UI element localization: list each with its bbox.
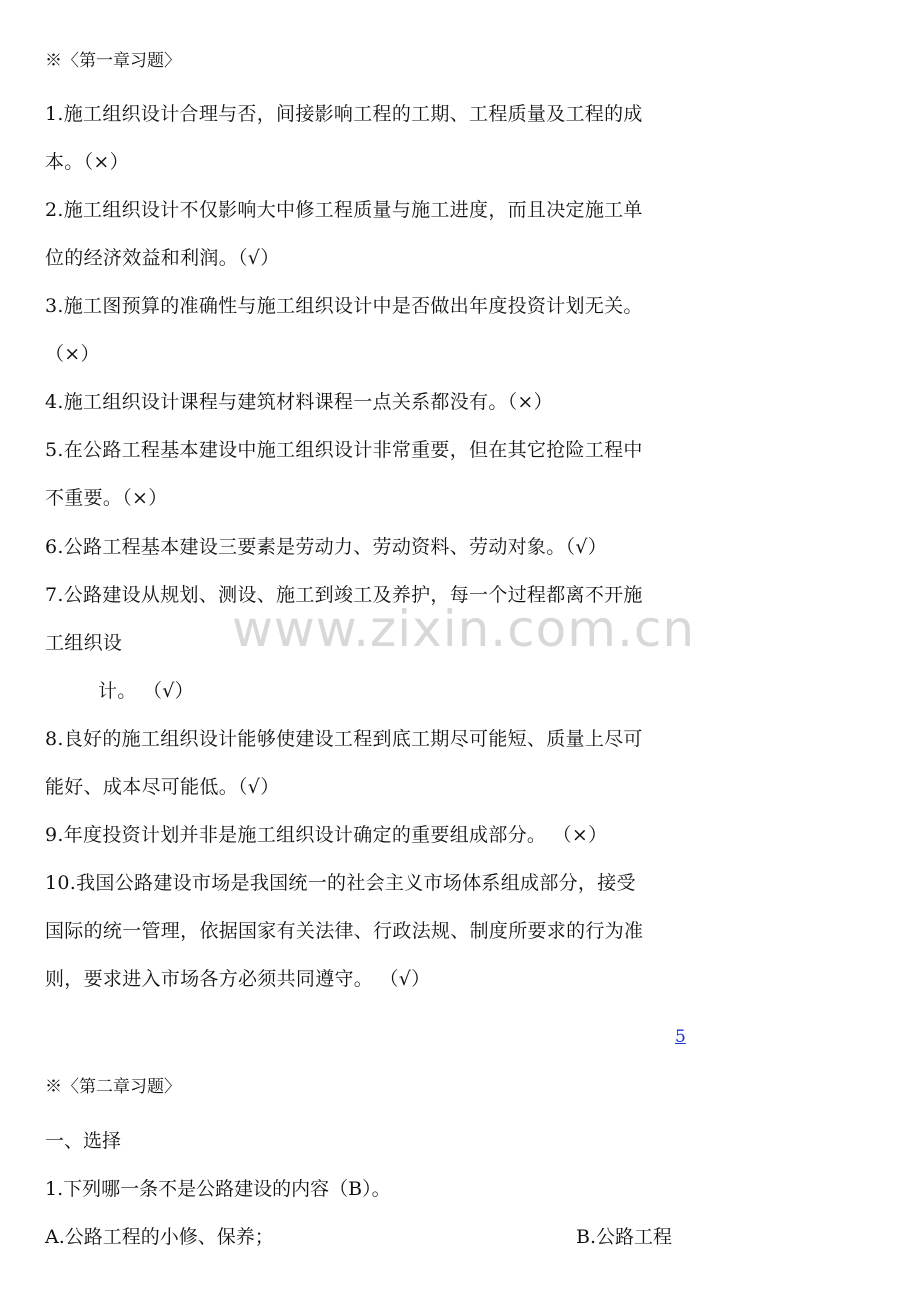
text-line: 本。（×）	[45, 151, 129, 173]
text-line: 工组织设	[45, 632, 123, 654]
text-line: 6.公路工程基本建设三要素是劳动力、劳动资料、劳动对象。（√）	[45, 536, 608, 558]
text-line: 能好、成本尽可能低。（√）	[45, 776, 280, 798]
text-line: 国际的统一管理，依据国家有关法律、行政法规、制度所要求的行为准	[45, 920, 644, 942]
option-a: A.公路工程的小修、保养；	[45, 1226, 274, 1248]
text-line: 不重要。（×）	[45, 487, 168, 509]
text-line: 5.在公路工程基本建设中施工组织设计非常重要，但在其它抢险工程中	[45, 439, 643, 461]
text-line: 3.施工图预算的准确性与施工组织设计中是否做出年度投资计划无关。	[45, 295, 643, 317]
text-line: 位的经济效益和利润。（√）	[45, 247, 280, 269]
section-title: 一、选择	[45, 1130, 122, 1152]
text-line: 1.施工组织设计合理与否，间接影响工程的工期、工程质量及工程的成	[45, 103, 643, 125]
text-line: 7.公路建设从规划、测设、施工到竣工及养护，每一个过程都离不开施	[45, 584, 643, 606]
option-b: B.公路工程	[576, 1226, 673, 1248]
watermark: www.zixin.com.cn	[232, 600, 696, 658]
text-line: 2.施工组织设计不仅影响大中修工程质量与施工进度，而且决定施工单	[45, 199, 643, 221]
chapter1-heading: ※〈第一章习题〉	[45, 51, 181, 71]
text-line: 8.良好的施工组织设计能够使建设工程到底工期尽可能短、质量上尽可	[45, 728, 643, 750]
text-line: （×）	[45, 343, 100, 365]
text-line: 则，要求进入市场各方必须共同遵守。 （√）	[45, 968, 431, 990]
text-line: 9.年度投资计划并非是施工组织设计确定的重要组成部分。 （×）	[45, 824, 608, 846]
text-line: 计。 （√）	[98, 680, 194, 702]
page-number-link[interactable]: 5	[675, 1027, 686, 1047]
text-line: 4.施工组织设计课程与建筑材料课程一点关系都没有。（×）	[45, 391, 553, 413]
text-line: 10.我国公路建设市场是我国统一的社会主义市场体系组成部分，接受	[45, 872, 636, 894]
chapter2-heading: ※〈第二章习题〉	[45, 1077, 181, 1097]
question-text: 1.下列哪一条不是公路建设的内容（B）。	[45, 1178, 391, 1200]
